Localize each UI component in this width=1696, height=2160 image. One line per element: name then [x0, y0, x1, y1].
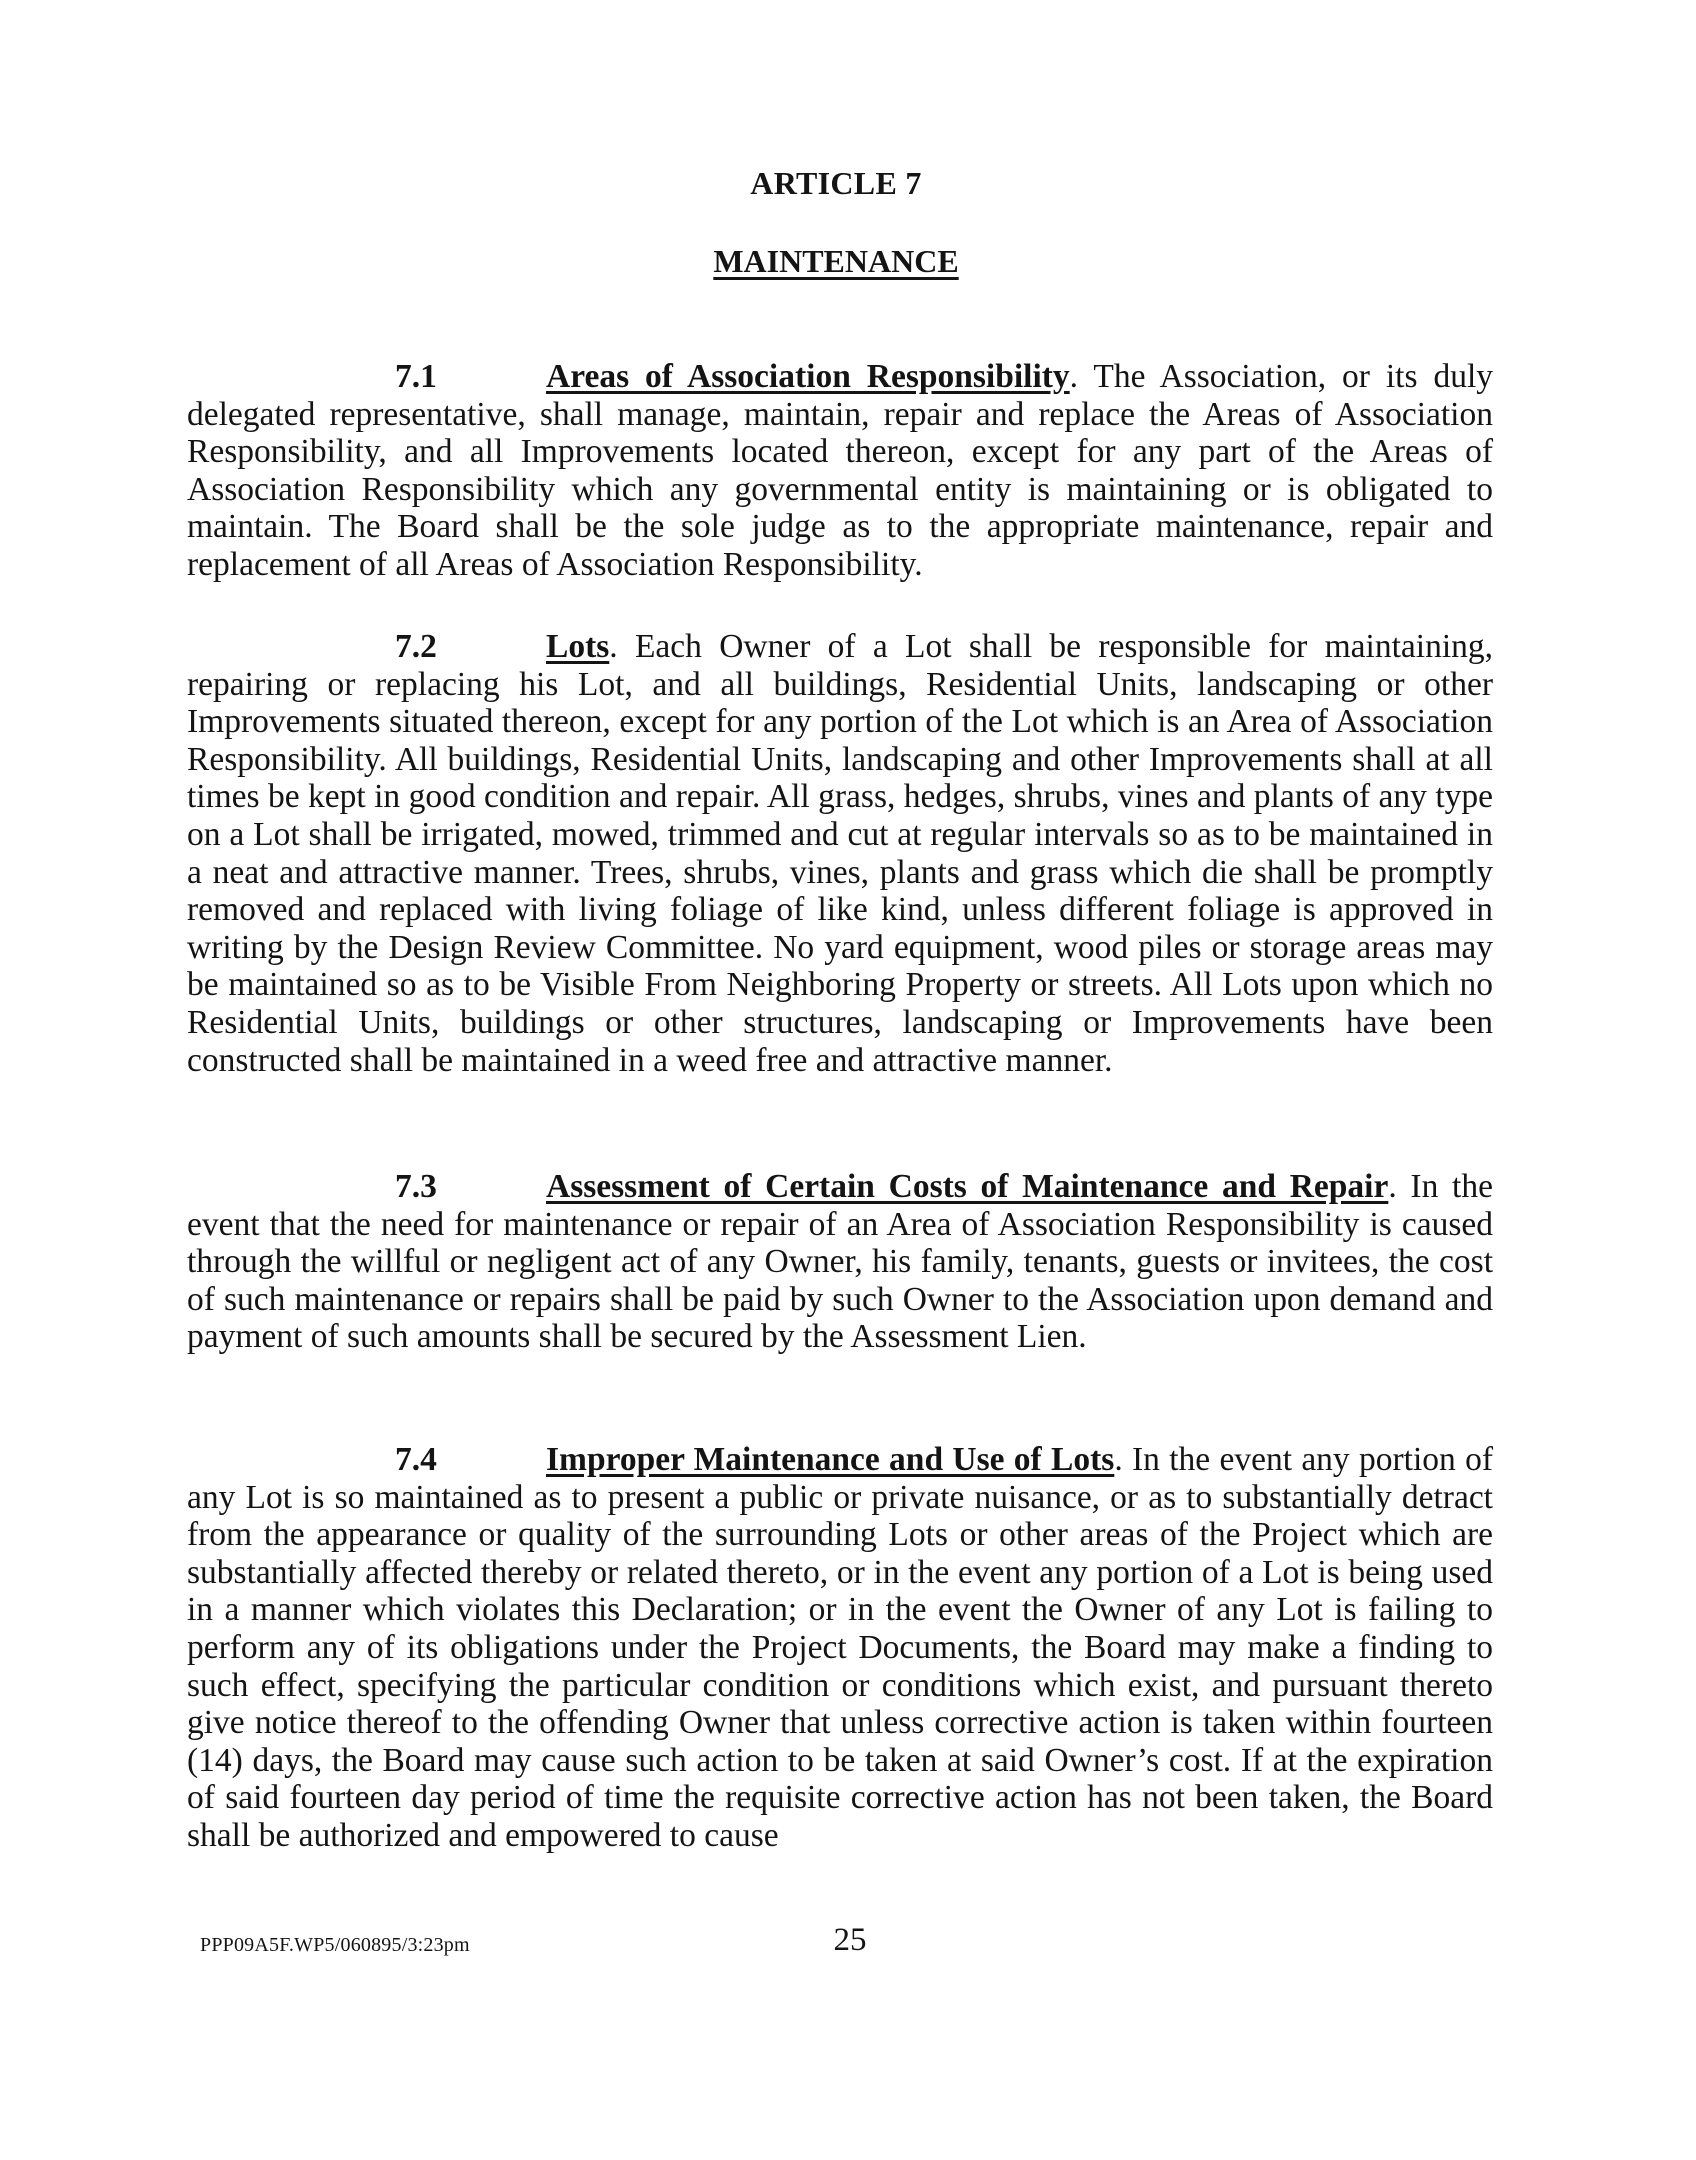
section-heading: Assessment of Certain Costs of Maintenance and Repair	[546, 1168, 1389, 1205]
section-number: 7.2	[395, 628, 437, 665]
section-number: 7.3	[395, 1168, 437, 1205]
section-number: 7.4	[395, 1441, 437, 1478]
article-title: ARTICLE 7	[750, 165, 922, 201]
section-body: . The Association, or its duly delegated representative, shall manage, maintain, repair and replace the Areas of Association Responsibility, and all Improvements located thereon, except for any part of the Areas of Association Responsibility which any governmental entity is maintaining or is obligated to maintain. The Board shall be the sole judge as to the appropriate maintenance, repair and replacement of all Areas of Association Responsibility.	[187, 358, 1493, 583]
section-body: . Each Owner of a Lot shall be responsible for maintaining, repairing or replacing his Lot, and all buildings, Residential Units, landscaping or other Improvements situated thereon, except for any portion of the Lot which is an Area of Association Responsibility. All buildings, Residential Units, landscaping and other Improvements shall at all times be kept in good condition and repair. All grass, hedges, shrubs, vines and plants of any type on a Lot shall be irrigated, mowed, trimmed and cut at regular intervals so as to be maintained in a neat and attractive manner. Trees, shrubs, vines, plants and grass which die shall be promptly removed and replaced with living foliage of like kind, unless different foliage is approved in writing by the Design Review Committee. No yard equipment, wood piles or storage areas may be maintained so as to be Visible From Neighboring Property or streets. All Lots upon which no Residential Units, buildings or other structures, landscaping or Improvements have been constructed shall be maintained in a weed free and attractive manner.	[187, 628, 1493, 1079]
section-7-1	[187, 358, 1493, 584]
page-number: 25	[833, 1922, 867, 1958]
section-7-4	[187, 1441, 1493, 1855]
section-7-3	[187, 1168, 1493, 1356]
section-number: 7.1	[395, 358, 437, 395]
section-body: . In the event that the need for maintenance or repair of an Area of Association Responsibility is caused through the willful or negligent act of any Owner, his family, tenants, guests or invitees, the cost of such maintenance or repairs shall be paid by such Owner to the Association upon demand and payment of such amounts shall be secured by the Assessment Lien.	[187, 1168, 1493, 1356]
section-heading: Improper Maintenance and Use of Lots	[546, 1441, 1115, 1478]
article-subtitle: MAINTENANCE	[713, 243, 959, 279]
section-heading: Areas of Association Responsibility	[546, 358, 1070, 395]
section-7-2	[187, 628, 1493, 1079]
section-heading: Lots	[546, 628, 610, 665]
section-body: . In the event any portion of any Lot is so maintained as to present a public or private nuisance, or as to substantially detract from the appearance or quality of the surrounding Lots or other areas of the Project which are substantially affected thereby or related thereto, or in the event any portion of a Lot is being used in a manner which violates this Declaration; or in the event the Owner of any Lot is failing to perform any of its obligations under the Project Documents, the Board may make a finding to such effect, specifying the particular condition or conditions which exist, and pursuant thereto give notice thereof to the offending Owner that unless corrective action is taken within fourteen (14) days, the Board may cause such action to be taken at said Owner’s cost. If at the expiration of said fourteen day period of time the requisite corrective action has not been taken, the Board shall be authorized and empowered to cause	[187, 1441, 1493, 1854]
footer-document-code: PPP09A5F.WP5/060895/3:23pm	[200, 1934, 470, 1956]
